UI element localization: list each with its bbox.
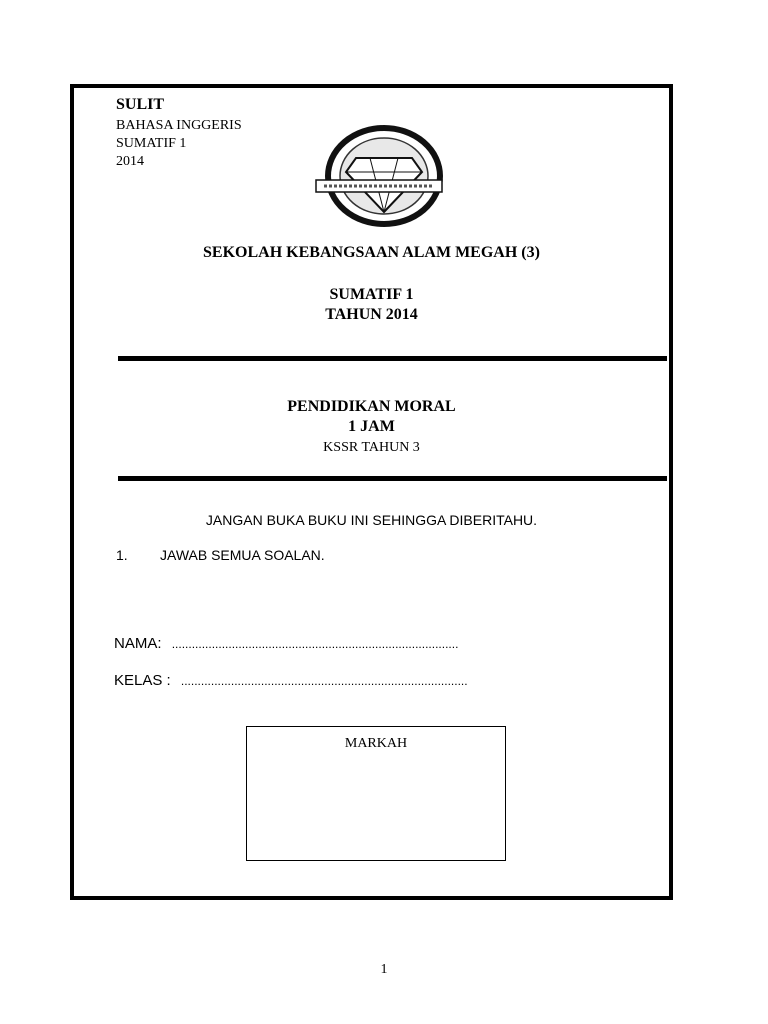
marks-box bbox=[246, 726, 506, 861]
subject-header: BAHASA INGGERIS bbox=[116, 118, 242, 133]
exam-title: SUMATIF 1 bbox=[329, 286, 414, 303]
exam-header: SUMATIF 1 bbox=[116, 136, 187, 151]
paper-level: KSSR TAHUN 3 bbox=[323, 440, 420, 455]
classification-label: SULIT bbox=[116, 96, 165, 113]
cover-frame bbox=[70, 84, 673, 900]
warning-text: JANGAN BUKA BUKU INI SEHINGGA DIBERITAHU. bbox=[205, 512, 538, 528]
school-crest-icon bbox=[314, 120, 444, 232]
instruction-number: 1. bbox=[116, 547, 128, 563]
name-field bbox=[114, 635, 458, 652]
year-header: 2014 bbox=[116, 154, 144, 169]
paper-duration: 1 JAM bbox=[348, 418, 395, 435]
class-dots: ...................................................................................... bbox=[180, 674, 468, 688]
class-label: KELAS : bbox=[114, 672, 171, 689]
marks-label: MARKAH bbox=[344, 736, 408, 751]
name-label: NAMA: bbox=[114, 635, 162, 652]
page-number: 1 bbox=[380, 962, 388, 977]
instruction-text: JAWAB SEMUA SOALAN. bbox=[160, 547, 325, 563]
exam-year: TAHUN 2014 bbox=[325, 306, 418, 323]
class-field bbox=[114, 672, 468, 689]
school-name: SEKOLAH KEBANGSAAN ALAM MEGAH (3) bbox=[203, 244, 540, 261]
paper-subject: PENDIDIKAN MORAL bbox=[287, 398, 456, 415]
divider-top bbox=[118, 356, 667, 361]
name-dots: ...................................................................................... bbox=[171, 637, 459, 651]
divider-bottom bbox=[118, 476, 667, 481]
